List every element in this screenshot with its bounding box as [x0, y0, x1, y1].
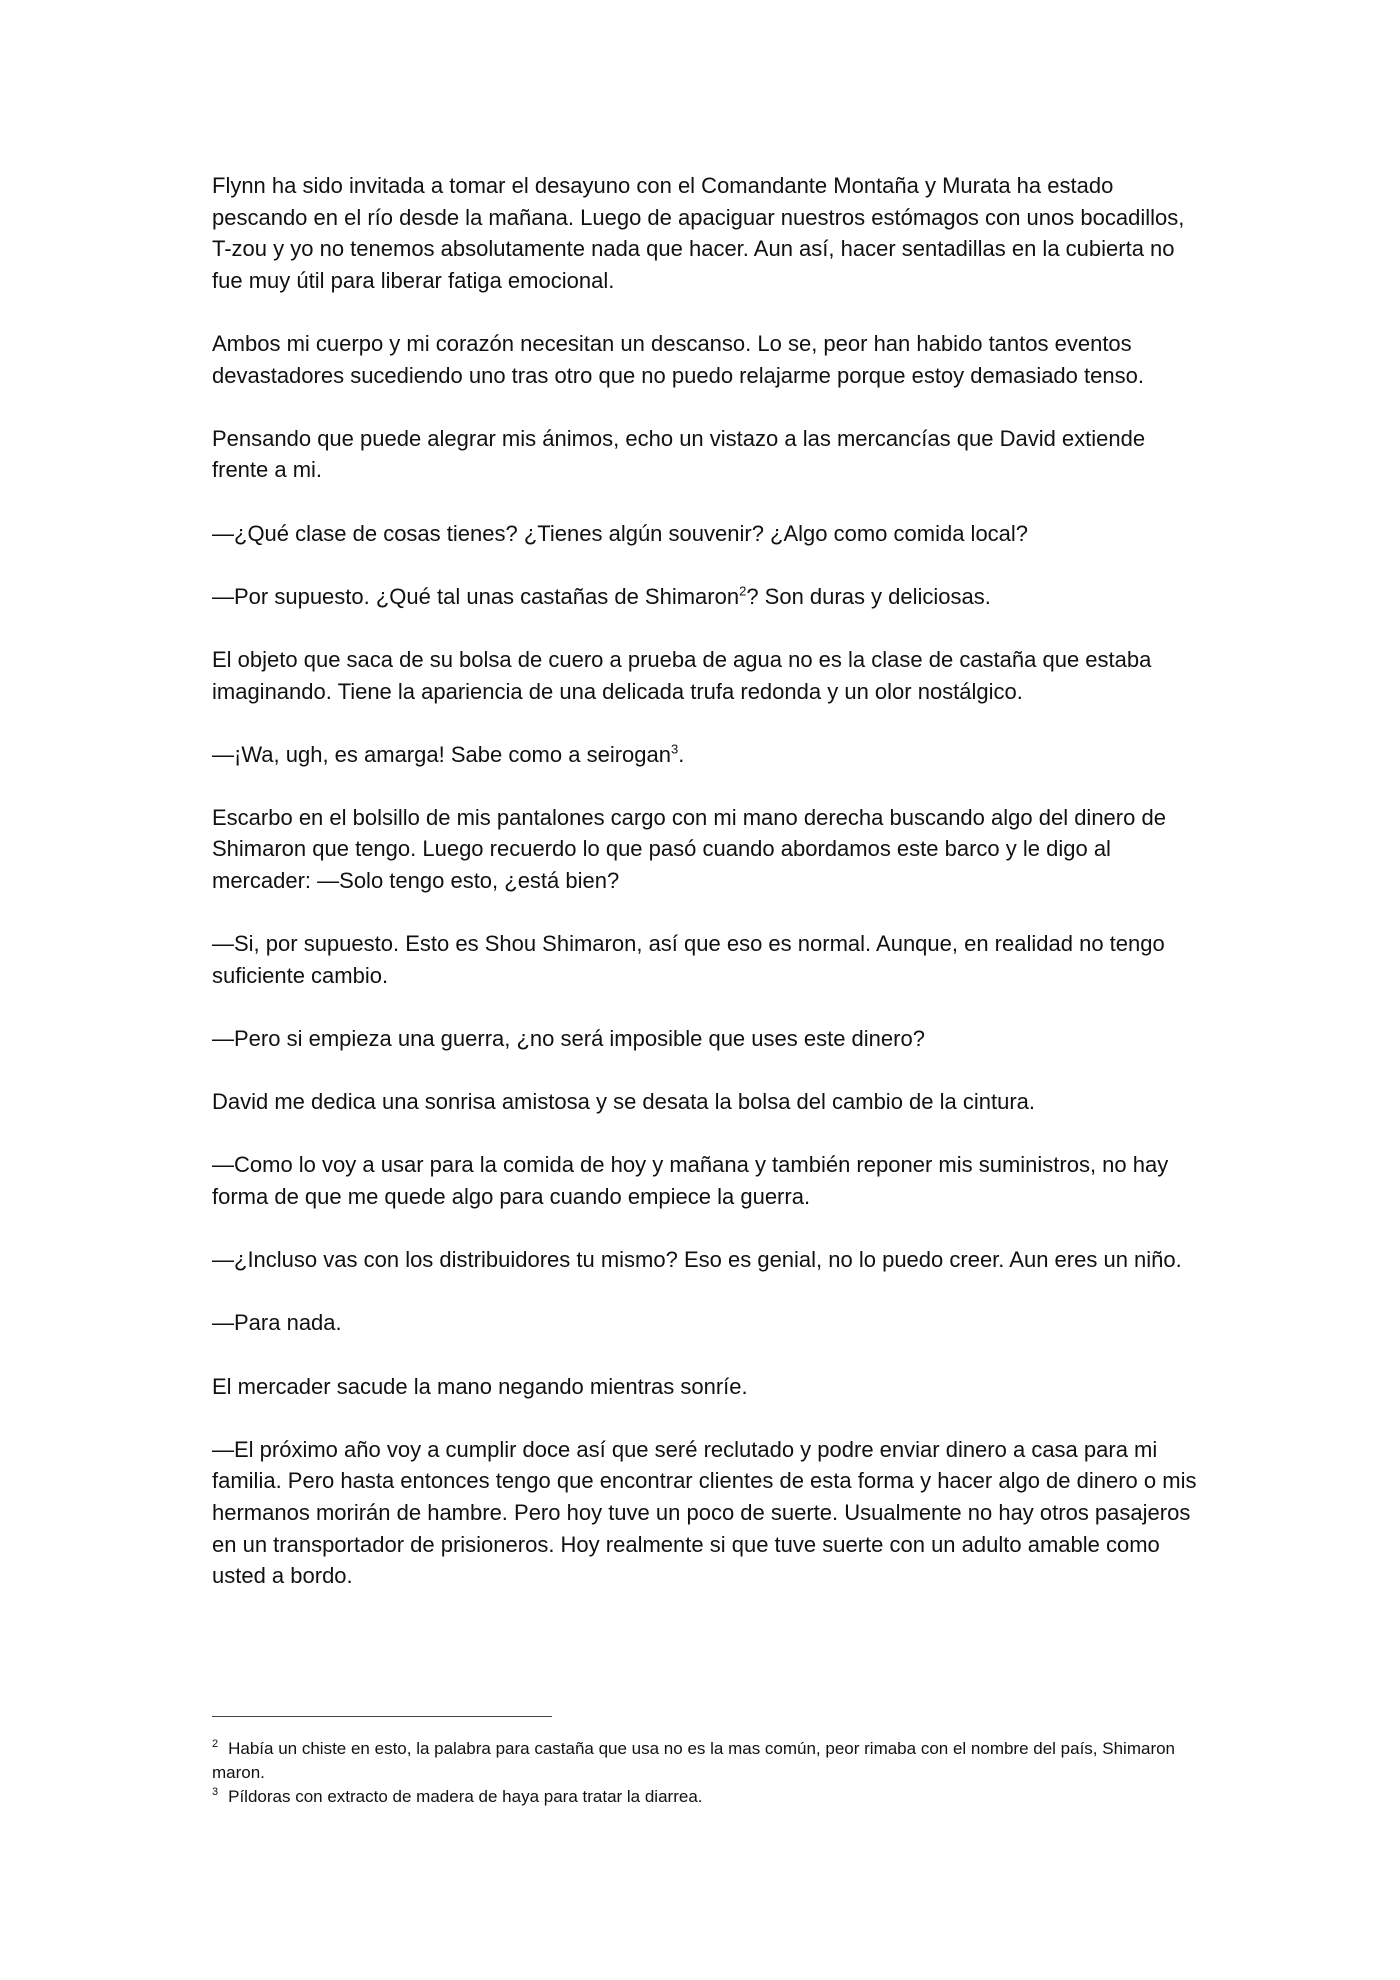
- paragraph: —Por supuesto. ¿Qué tal unas castañas de Shimaron$^2$? Son duras y deliciosas.: [212, 583, 991, 609]
- paragraph: —Si, por supuesto. Esto es Shou Shimaron, así que eso es normal. Aunque, en realidad no tengo suficiente cambio.: [212, 931, 1165, 988]
- paragraph: El mercader sacude la mano negando mientras sonríe.: [212, 1373, 748, 1399]
- footnote-mark: 3: [212, 1786, 219, 1799]
- paragraph: —¿Incluso vas con los distribuidores tu mismo? Eso es genial, no lo puedo creer. Aun eres un niño.: [212, 1247, 1182, 1273]
- footnote: $^2$ Había un chiste en esto, la palabra para castaña que usa no es la mas común, peor rimaba con el nombre del país, Shimaron maron.: [212, 1738, 1176, 1782]
- paragraph: —¿Qué clase de cosas tienes? ¿Tienes algún souvenir? ¿Algo como comida local?: [212, 520, 1029, 546]
- paragraph: —Pero si empieza una guerra, ¿no será imposible que uses este dinero?: [212, 1026, 925, 1052]
- paragraph: El objeto que saca de su bolsa de cuero a prueba de agua no es la clase de castaña que estaba imaginando. Tiene la apariencia de una delicada trufa redonda y un olor nostálgico.: [212, 646, 1152, 704]
- footnote-reference: 2: [739, 583, 747, 599]
- footnote-separator: [212, 1716, 552, 1717]
- paragraph: —El próximo año voy a cumplir doce así que seré reclutado y podre enviar dinero a casa para mi familia. Pero hasta entonces tengo que encontrar clientes de esta forma y hacer algo de dinero o mis hermanos morirán de hambre. Pero hoy tuve un poco de suerte. Usualmente no hay otros pasajeros en un transportador de prisioneros. Hoy realmente si que tuve suerte con un adulto amable como usted a bordo.: [212, 1436, 1197, 1589]
- paragraph: Ambos mi cuerpo y mi corazón necesitan un descanso. Lo se, peor han habido tantos eventos devastadores sucediendo uno tras otro que no puedo relajarme porque estoy demasiado tenso.: [212, 330, 1144, 388]
- paragraph: David me dedica una sonrisa amistosa y se desata la bolsa del cambio de la cintura.: [212, 1089, 1036, 1115]
- paragraph: Escarbo en el bolsillo de mis pantalones cargo con mi mano derecha buscando algo del dinero de Shimaron que tengo. Luego recuerdo lo que pasó cuando abordamos este barco y le digo al mercader: —Solo tengo esto, ¿está bien?: [212, 804, 1166, 894]
- paragraph: —¡Wa, ugh, es amarga! Sabe como a seirogan$^3$.: [212, 741, 685, 767]
- footnotes-section: [212, 1716, 1202, 1809]
- paragraph: Flynn ha sido invitada a tomar el desayuno con el Comandante Montaña y Murata ha estado pescando en el río desde la mañana. Luego de apaciguar nuestros estómagos con unos bocadillos, T-zou y yo no tenemos absolutamente nada que hacer. Aun así, hacer sentadillas en la cubierta no fue muy útil para liberar fatiga emocional.: [212, 173, 1185, 293]
- paragraph: —Para nada.: [212, 1310, 342, 1336]
- paragraph: Pensando que puede alegrar mis ánimos, echo un vistazo a las mercancías que David extiende frente a mi.: [212, 425, 1146, 483]
- footnote: $^3$ Píldoras con extracto de madera de haya para tratar la diarrea.: [212, 1786, 703, 1806]
- footnote-reference: 3: [670, 741, 679, 757]
- paragraph: —Como lo voy a usar para la comida de hoy y mañana y también reponer mis suministros, no hay forma de que me quede algo para cuando empiece la guerra.: [212, 1152, 1169, 1209]
- footnote-mark: 2: [212, 1738, 219, 1751]
- document-body: [212, 170, 1202, 1623]
